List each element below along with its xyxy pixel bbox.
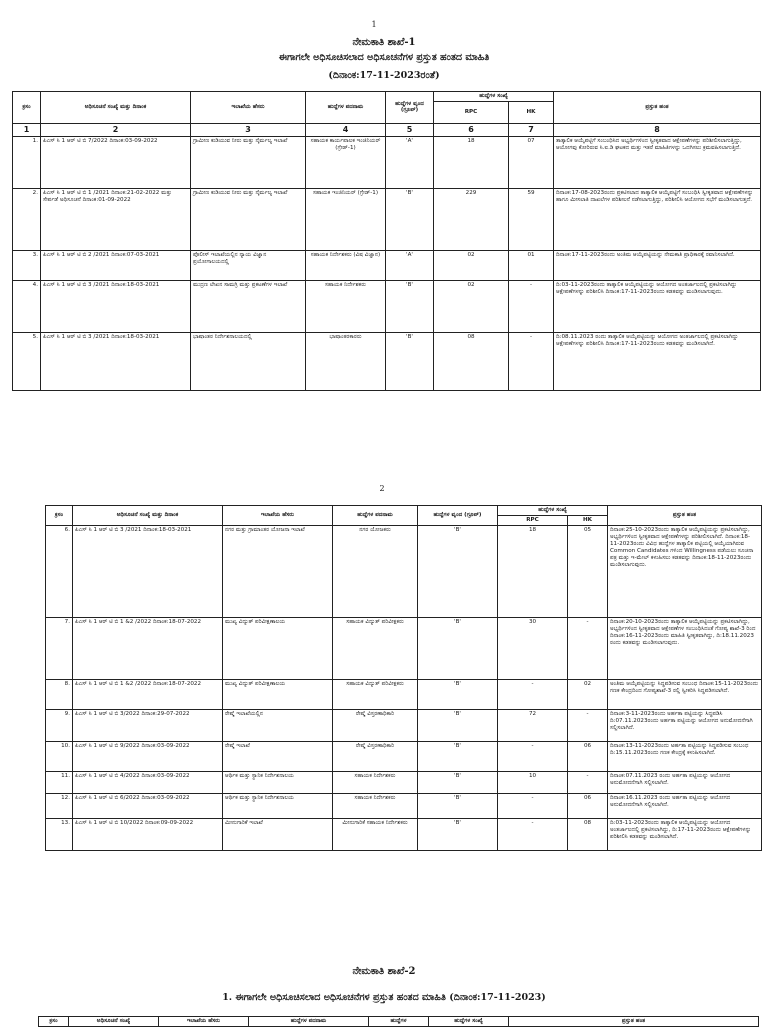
header-post: ಹುದ್ದೆಗಳ ಪದನಾಮ xyxy=(249,1017,369,1027)
status-table-2 xyxy=(45,505,762,851)
row-post: ಸಹಾಯಕ ನಿರ್ದೇಶಕರು xyxy=(333,793,418,818)
row-group: 'B' xyxy=(418,525,498,617)
section-title-2: ನೇಮಕಾತಿ ಶಾಖೆ-2 xyxy=(352,966,416,977)
row-notification: ಪಿಎಸ್ ಸಿ 1 ಆರ್ ಟಿ ಬಿ 3 /2021 ದಿನಾಂಕ:18-03-2021 xyxy=(41,332,191,390)
row-sl: 4. xyxy=(13,280,41,332)
header-notification: ಅಧಿಸೂಚನೆ ಸಂಖ್ಯೆ ಮತ್ತು ದಿನಾಂಕ xyxy=(73,506,223,526)
header-rpc: RPC xyxy=(498,515,568,525)
col-number: 4 xyxy=(306,123,386,136)
row-dept: ನಗರ ಮತ್ತು ಗ್ರಾಮಾಂತರ ಯೋಜನಾ ಇಲಾಖೆ xyxy=(223,525,333,617)
header-count: ಹುದ್ದೆಗಳ ಸಂಖ್ಯೆ xyxy=(434,92,554,102)
table-row xyxy=(13,136,761,188)
table-row xyxy=(46,771,762,793)
table-row xyxy=(46,679,762,709)
row-group: 'B' xyxy=(418,818,498,850)
row-rpc: - xyxy=(498,679,568,709)
row-hk: - xyxy=(568,617,608,679)
row-hk: 02 xyxy=(568,679,608,709)
row-group: 'B' xyxy=(386,332,434,390)
col-number: 7 xyxy=(509,123,554,136)
section-subtitle-2: 1. ಈಗಾಗಲೇ ಅಧಿಸೂಚಿಸಲಾದ ಅಧಿಸೂಚನೆಗಳ ಪ್ರಸ್ತುತ ಹಂತದ ಮಾಹಿತಿ (ದಿನಾಂಕ:17-11-2023) xyxy=(222,992,546,1003)
row-group: 'B' xyxy=(418,617,498,679)
row-rpc: 72 xyxy=(498,709,568,741)
row-group: 'B' xyxy=(418,771,498,793)
page-number: 2 xyxy=(379,484,385,493)
row-sl: 11. xyxy=(46,771,73,793)
row-notification: ಪಿಎಸ್ ಸಿ 1 ಆರ್ ಟಿ ಬಿ 3/2022 ದಿನಾಂಕ:29-07-2022 xyxy=(73,709,223,741)
header-count: ಹುದ್ದೆಗಳ ಸಂಖ್ಯೆ xyxy=(498,506,608,516)
col-number: 1 xyxy=(13,123,41,136)
header-group: ಹುದ್ದೆಗಳ xyxy=(369,1017,429,1027)
row-dept: ರೇಷ್ಮೆ ಇಲಾಖೆಯಲ್ಲಿನ xyxy=(223,709,333,741)
row-rpc: 10 xyxy=(498,771,568,793)
row-sl: 2. xyxy=(13,188,41,250)
row-group: 'B' xyxy=(418,709,498,741)
row-notification: ಪಿಎಸ್ ಸಿ 1 ಆರ್ ಟಿ ಬಿ 4/2022 ದಿನಾಂಕ:03-09-2022 xyxy=(73,771,223,793)
row-notification: ಪಿಎಸ್ ಸಿ 1 ಆರ್ ಟಿ ಬಿ 10/2022 ದಿನಾಂಕ:09-09-2022 xyxy=(73,818,223,850)
row-post: ಸಹಾಯಕ ಇಂಜಿನಿಯರ್ (ಗ್ರೇಡ್-1) xyxy=(306,188,386,250)
row-status: ದಿ:03-11-2023ರಂದು ತಾತ್ಕಾಲಿಕ ಆಯ್ಕೆಪಟ್ಟಿಯನ್ನು ಆಯೋಗದ ಅಂತರ್ಜಾಲದಲ್ಲಿ ಪ್ರಕಟಿಸಲಾಗಿದ್ದು, ದಿ:17-11-2023ರಂದು ಆಕ್ಷೇಪಣೆಗಳನ್ನು ಪರಿಶೀಲಿಸಿ ಕಡತವನ್ನು ಮಂಡಿಸಲಾಗಿದೆ. xyxy=(608,818,762,850)
status-table-1 xyxy=(12,91,761,391)
row-hk: 05 xyxy=(568,525,608,617)
row-post: ಮೀನುಗಾರಿಕೆ ಸಹಾಯಕ ನಿರ್ದೇಶಕರು xyxy=(333,818,418,850)
header-sl: ಕ್ರಸಂ xyxy=(39,1017,69,1027)
row-rpc: 02 xyxy=(434,250,509,280)
header-hk: HK xyxy=(568,515,608,525)
row-hk: - xyxy=(568,771,608,793)
row-hk: 06 xyxy=(568,793,608,818)
row-status: ದಿನಾಂಕ:17-08-2023ರಂದು ಪ್ರಕಟಿಸಲಾದ ತಾತ್ಕಾಲಿಕ ಆಯ್ಕೆಪಟ್ಟಿಗೆ ಸಂಬಂಧಿಸಿ ಸ್ವೀಕೃತವಾದ ಆಕ್ಷೇಪಣೆಗಳನ್ನು ಹಾಗೂ ಮೀಸಲಾತಿ ದಾಖಲೆಗಳ ಪರಿಶೀಲನೆ ನಡೆಸಲಾಗುತ್ತಿದ್ದು, ಪರಿಶೀಲಿಸಿ ಆಯೋಗದ ಸಭೆಗೆ ಮಂಡಿಸಲಾಗುತ್ತದೆ. xyxy=(554,188,761,250)
row-sl: 8. xyxy=(46,679,73,709)
row-notification: ಪಿಎಸ್ ಸಿ 1 ಆರ್ ಟಿ ಬಿ 3 /2021 ದಿನಾಂಕ:18-03-2021 xyxy=(41,280,191,332)
row-notification: ಪಿಎಸ್ ಸಿ 1 ಆರ್ ಟಿ ಬಿ 3 /2021 ದಿನಾಂಕ:18-03-2021 xyxy=(73,525,223,617)
row-status: ದಿನಾಂಕ:25-10-2023ರಂದು ತಾತ್ಕಾಲಿಕ ಆಯ್ಕೆಪಟ್ಟಿಯನ್ನು ಪ್ರಕಟಿಸಲಾಗಿದ್ದು, ಅಭ್ಯರ್ಥಿಗಳಿಂದ ಸ್ವೀಕೃತವಾದ ಆಕ್ಷೇಪಣೆಗಳನ್ನು ಪರಿಶೀಲಿಸಲಾಗಿದೆ. ದಿನಾಂಕ:18-11-2023ರಂದು ವಿವಿಧ ಹುದ್ದೆಗಳ ತಾತ್ಕಾಲಿಕ ಪಟ್ಟಿಯಲ್ಲಿ ಆಯ್ಕೆಯಾಗಿರುವ Common Candidates ಗಳಿಂದ Willingness ಪಡೆಯಲು ಸೂಚನಾ ಪತ್ರ ಮತ್ತು ಇ-ಮೇಲ್ ಕಳುಹಿಸಲು ಕಡತವನ್ನು ದಿನಾಂಕ:18-11-2023ರಂದು ಮಂಡಿಸಲಾಗುವುದು. xyxy=(608,525,762,617)
row-post: ಭಾಷಾಂತರಕಾರರು xyxy=(306,332,386,390)
row-rpc: 30 xyxy=(498,617,568,679)
table-row xyxy=(13,280,761,332)
table-row xyxy=(46,709,762,741)
row-group: 'B' xyxy=(418,679,498,709)
date-line: (ದಿನಾಂಕ:17-11-2023ರಂತೆ) xyxy=(328,70,440,81)
row-dept: ಮುಖ್ಯ ವಿದ್ಯುತ್ ಪರಿವೀಕ್ಷಣಾಲಯ xyxy=(223,679,333,709)
row-post: ಸಹಾಯಕ ಕಾರ್ಯಪಾಲಕ ಇಂಜಿನಿಯರ್ (ಗ್ರೇಡ್-1) xyxy=(306,136,386,188)
row-rpc: - xyxy=(498,793,568,818)
row-rpc: 229 xyxy=(434,188,509,250)
row-group: 'B' xyxy=(386,280,434,332)
row-rpc: 02 xyxy=(434,280,509,332)
section-subtitle: ಈಗಾಗಲೇ ಅಧಿಸೂಚಿಸಲಾದ ಅಧಿಸೂಚನೆಗಳ ಪ್ರಸ್ತುತ ಹಂತದ ಮಾಹಿತಿ xyxy=(278,52,490,63)
row-sl: 9. xyxy=(46,709,73,741)
header-dept: ಇಲಾಖೆಯ ಹೆಸರು xyxy=(223,506,333,526)
row-sl: 7. xyxy=(46,617,73,679)
row-post: ನಗರ ಯೋಜಕರು xyxy=(333,525,418,617)
header-hk: HK xyxy=(509,101,554,123)
row-notification: ಪಿಎಸ್ ಸಿ 1 ಆರ್ ಟಿ ಬಿ 6/2022 ದಿನಾಂಕ:03-09-2022 xyxy=(73,793,223,818)
section-title: ನೇಮಕಾತಿ ಶಾಖೆ-1 xyxy=(352,37,416,48)
table-row xyxy=(13,250,761,280)
row-dept: ಆರ್ಥಿಕ ಮತ್ತು ಸ್ಥಾನಿಕ ನಿರ್ದೇಶನಾಲಯ xyxy=(223,771,333,793)
row-sl: 10. xyxy=(46,741,73,771)
header-sl: ಕ್ರಸಂ xyxy=(13,92,41,124)
row-notification: ಪಿಎಸ್ ಸಿ 1 ಆರ್ ಟಿ ಬಿ 2 /2021 ದಿನಾಂಕ:07-03-2021 xyxy=(41,250,191,280)
row-dept: ಆರ್ಥಿಕ ಮತ್ತು ಸ್ಥಾನಿಕ ನಿರ್ದೇಶನಾಲಯ xyxy=(223,793,333,818)
row-status: ದಿನಾಂಕ:17-11-2023ರಂದು ಅಂತಿಮ ಆಯ್ಕೆಪಟ್ಟಿಯನ್ನು ನೇಮಕಾತಿ ಪ್ರಾಧಿಕಾರಕ್ಕೆ ರವಾನಿಸಲಾಗಿದೆ. xyxy=(554,250,761,280)
row-status: ದಿ:03-11-2023ರಂದು ತಾತ್ಕಾಲಿಕ ಆಯ್ಕೆಪಟ್ಟಿಯನ್ನು ಆಯೋಗದ ಅಂತರ್ಜಾಲದಲ್ಲಿ ಪ್ರಕಟಿಸಲಾಗಿದ್ದು ಆಕ್ಷೇಪಣೆಗಳನ್ನು ಪರಿಶೀಲಿಸಿ ದಿನಾಂಕ:17-11-2023ರಂದು ಕಡತವನ್ನು ಮಂಡಿಸಲಾಗುವುದು. xyxy=(554,280,761,332)
status-table-3 xyxy=(38,1016,759,1027)
row-sl: 6. xyxy=(46,525,73,617)
row-sl: 12. xyxy=(46,793,73,818)
row-dept: ಮುಖ್ಯ ವಿದ್ಯುತ್ ಪರಿವೀಕ್ಷಣಾಲಯ xyxy=(223,617,333,679)
row-hk: 08 xyxy=(568,818,608,850)
header-status: ಪ್ರಸ್ತುತ ಹಂತ xyxy=(608,506,762,526)
header-dept: ಇಲಾಖೆಯ ಹೆಸರು xyxy=(159,1017,249,1027)
row-dept: ಮೀನುಗಾರಿಕೆ ಇಲಾಖೆ xyxy=(223,818,333,850)
row-group: 'B' xyxy=(418,793,498,818)
row-group: 'A' xyxy=(386,250,434,280)
header-sl: ಕ್ರಸಂ xyxy=(46,506,73,526)
header-post: ಹುದ್ದೆಗಳ ಪದನಾಮ xyxy=(306,92,386,124)
col-number: 5 xyxy=(386,123,434,136)
row-notification: ಪಿಎಸ್ ಸಿ 1 ಆರ್ ಟಿ ಬಿ 9/2022 ದಿನಾಂಕ:03-09-2022 xyxy=(73,741,223,771)
row-status: ದಿನಾಂಕ:20-10-2023ರಂದು ತಾತ್ಕಾಲಿಕ ಆಯ್ಕೆಪಟ್ಟಿಯನ್ನು ಪ್ರಕಟಿಸಲಾಗಿದ್ದು, ಅಭ್ಯರ್ಥಿಗಳಿಂದ ಸ್ವೀಕೃತವಾದ ಆಕ್ಷೇಪಣೆಗಳ ಸಂಬಂಧಿಸಿದಂತೆ ಗೋಪ್ಯ ಶಾಖೆ-3 ರಿಂದ ದಿನಾಂಕ:16-11-2023ರಂದು ಮಾಹಿತಿ ಸ್ವೀಕೃತವಾಗಿದ್ದು, ದಿ:18.11.2023 ರಂದು ಕಡತವನ್ನು ಮಂಡಿಸಲಾಗುವುದು. xyxy=(608,617,762,679)
row-post: ಸಹಾಯಕ ನಿರ್ದೇಶಕರು xyxy=(306,280,386,332)
table-row xyxy=(46,818,762,850)
row-hk: - xyxy=(509,332,554,390)
row-post: ಸಹಾಯಕ ವಿದ್ಯುತ್ ಪರಿವೀಕ್ಷಕರು xyxy=(333,617,418,679)
page-number: 1 xyxy=(371,20,377,29)
row-sl: 13. xyxy=(46,818,73,850)
col-number: 2 xyxy=(41,123,191,136)
row-group: 'B' xyxy=(386,188,434,250)
row-hk: 01 xyxy=(509,250,554,280)
header-status: ಪ್ರಸ್ತುತ ಹಂತ xyxy=(554,92,761,124)
header-notification: ಅಧಿಸೂಚನೆ ಸಂಖ್ಯೆ xyxy=(69,1017,159,1027)
row-rpc: 18 xyxy=(434,136,509,188)
header-notification: ಅಧಿಸೂಚನೆ ಸಂಖ್ಯೆ ಮತ್ತು ದಿನಾಂಕ xyxy=(41,92,191,124)
header-group: ಹುದ್ದೆಗಳ ವೃಂದ (ಗ್ರೂಪ್) xyxy=(386,92,434,124)
row-rpc: 18 xyxy=(498,525,568,617)
row-dept: ಪೊಲೀಸ್ ಇಲಾಖೆಯಲ್ಲಿನ ನ್ಯಾಯ ವಿಜ್ಞಾನ ಪ್ರಯೋಗಾಲಯದಲ್ಲಿ xyxy=(191,250,306,280)
row-sl: 1. xyxy=(13,136,41,188)
table-row xyxy=(46,793,762,818)
row-hk: - xyxy=(509,280,554,332)
col-number: 3 xyxy=(191,123,306,136)
row-notification: ಪಿಎಸ್ ಸಿ 1 ಆರ್ ಟಿ ಬಿ 1 /2021 ದಿನಾಂಕ:21-02-2022 ಮತ್ತು ಸೇರ್ಪಡೆ ಅಧಿಸೂಚನೆ ದಿನಾಂಕ:01-09-2022 xyxy=(41,188,191,250)
table-row xyxy=(13,332,761,390)
table-row xyxy=(46,617,762,679)
row-group: 'A' xyxy=(386,136,434,188)
row-hk: - xyxy=(568,709,608,741)
row-sl: 3. xyxy=(13,250,41,280)
table-row xyxy=(46,741,762,771)
header-group: ಹುದ್ದೆಗಳ ವೃಂದ (ಗ್ರೂಪ್) xyxy=(418,506,498,526)
row-post: ರೇಷ್ಮೆ ವಿಸ್ತರಣಾಧಿಕಾರಿ xyxy=(333,741,418,771)
row-dept: ಮುದ್ರಣ ಲೇಖನ ಸಾಮಗ್ರಿ ಮತ್ತು ಪ್ರಕಟಣೆಗಳ ಇಲಾಖೆ xyxy=(191,280,306,332)
row-dept: ಭಾಷಾಂತರ ನಿರ್ದೇಶನಾಲಯದಲ್ಲಿ xyxy=(191,332,306,390)
row-dept: ಗ್ರಾಮೀಣ ಕುಡಿಯುವ ನೀರು ಮತ್ತು ನೈರ್ಮಲ್ಯ ಇಲಾಖೆ xyxy=(191,188,306,250)
row-sl: 5. xyxy=(13,332,41,390)
row-hk: 59 xyxy=(509,188,554,250)
row-status: ಅಂತಿಮ ಆಯ್ಕೆಪಟ್ಟಿಯನ್ನು ಸಿದ್ಧಪಡಿಸುವ ಸಂಬಂಧ ದಿನಾಂಕ:15-11-2023ರಂದು ಗಣಕ ಕೇಂದ್ರದಿಂದ ಗೋಪ್ಯಶಾಖೆ-3 ರಲ್ಲಿ ಸ್ವೀಕರಿಸಿ ಸಿದ್ಧಪಡಿಸಲಾಗಿದೆ. xyxy=(608,679,762,709)
row-rpc: - xyxy=(498,741,568,771)
header-count: ಹುದ್ದೆಗಳ ಸಂಖ್ಯೆ xyxy=(429,1017,509,1027)
row-group: 'B' xyxy=(418,741,498,771)
row-status: ದಿನಾಂಕ:13-11-2023ರಂದು ಅರ್ಹತಾ ಪಟ್ಟಿಯನ್ನು ಸಿದ್ಧಪಡಿಸುವ ಸಂಬಂಧ ದಿ:15.11.2023ರಂದು ಗಣಕ ಕೇಂದ್ರಕ್ಕೆ ಕಳುಹಿಸಲಾಗಿದೆ. xyxy=(608,741,762,771)
col-number: 8 xyxy=(554,123,761,136)
row-hk: 07 xyxy=(509,136,554,188)
row-notification: ಪಿಎಸ್ ಸಿ 1 ಆರ್ ಟಿ ಬಿ 1 &2 /2022 ದಿನಾಂಕ:18-07-2022 xyxy=(73,617,223,679)
row-post: ಸಹಾಯಕ ನಿರ್ದೇಶಕರು xyxy=(333,771,418,793)
header-rpc: RPC xyxy=(434,101,509,123)
row-post: ರೇಷ್ಮೆ ವಿಸ್ತರಣಾಧಿಕಾರಿ xyxy=(333,709,418,741)
header-post: ಹುದ್ದೆಗಳ ಪದನಾಮ xyxy=(333,506,418,526)
row-status: ದಿನಾಂಕ:3-11-2023ರಂದು ಅರ್ಹತಾ ಪಟ್ಟಿಯನ್ನು ಸಿದ್ಧಪಡಿಸಿ ದಿ:07.11.2023ರಂದು ಅರ್ಹತಾ ಪಟ್ಟಿಯನ್ನು ಆಯೋಗದ ಅನುಮೋದನೆಗಾಗಿ ಸಲ್ಲಿಸಲಾಗಿದೆ. xyxy=(608,709,762,741)
header-status: ಪ್ರಸ್ತುತ ಹಂತ xyxy=(509,1017,759,1027)
row-status: ದಿನಾಂಕ:07.11.2023 ರಂದು ಅರ್ಹತಾ ಪಟ್ಟಿಯನ್ನು ಆಯೋಗದ ಅನುಮೋದನೆಗಾಗಿ ಸಲ್ಲಿಸಲಾಗಿದೆ. xyxy=(608,771,762,793)
table-row xyxy=(13,188,761,250)
row-rpc: 08 xyxy=(434,332,509,390)
col-number: 6 xyxy=(434,123,509,136)
row-rpc: - xyxy=(498,818,568,850)
row-hk: 06 xyxy=(568,741,608,771)
row-dept: ಗ್ರಾಮೀಣ ಕುಡಿಯುವ ನೀರು ಮತ್ತು ನೈರ್ಮಲ್ಯ ಇಲಾಖೆ xyxy=(191,136,306,188)
row-notification: ಪಿಎಸ್ ಸಿ 1 ಆರ್ ಟಿ ಬಿ 1 &2 /2022 ದಿನಾಂಕ:18-07-2022 xyxy=(73,679,223,709)
row-post: ಸಹಾಯಕ ವಿದ್ಯುತ್ ಪರಿವೀಕ್ಷಕರು xyxy=(333,679,418,709)
table-row xyxy=(46,525,762,617)
row-notification: ಪಿಎಸ್ ಸಿ 1 ಆರ್ ಟಿ ಬಿ 7/2022 ದಿನಾಂಕ:03-09-2022 xyxy=(41,136,191,188)
row-dept: ರೇಷ್ಮೆ ಇಲಾಖೆ xyxy=(223,741,333,771)
header-dept: ಇಲಾಖೆಯ ಹೆಸರು xyxy=(191,92,306,124)
row-status: ತಾತ್ಕಾಲಿಕ ಆಯ್ಕೆಪಟ್ಟಿಗೆ ಸಂಬಂಧಿಸಿದ ಅಭ್ಯರ್ಥಿಗಳಿಂದ ಸ್ವೀಕೃತವಾದ ಆಕ್ಷೇಪಣೆಗಳನ್ನು ಪರಿಶೀಲಿಸಲಾಗುತ್ತಿದ್ದು, ಆಯೋಗವು ಕೋರಿರುವ ಸಿ.ಐ.ಡಿ ಘಟಕದ ಮತ್ತು ಇತರೆ ಮಾಹಿತಿಗಳನ್ನು ಒದಗಿಸಲು ಕ್ರಮವಹಿಸಲಾಗುತ್ತಿದೆ. xyxy=(554,136,761,188)
row-post: ಸಹಾಯಕ ನಿರ್ದೇಶಕರು (ವಿಷ ವಿಜ್ಞಾನ) xyxy=(306,250,386,280)
row-status: ದಿ:08.11.2023 ರಂದು ತಾತ್ಕಾಲಿಕ ಆಯ್ಕೆಪಟ್ಟಿಯನ್ನು ಆಯೋಗದ ಅಂತರ್ಜಾಲದಲ್ಲಿ ಪ್ರಕಟಿಸಲಾಗಿದ್ದು ಆಕ್ಷೇಪಣೆಗಳನ್ನು ಪರಿಶೀಲಿಸಿ ದಿನಾಂಕ:17-11-2023ರಂದು ಕಡತವನ್ನು ಮಂಡಿಸಲಾಗಿದೆ. xyxy=(554,332,761,390)
row-status: ದಿನಾಂಕ:16.11.2023 ರಂದು ಅರ್ಹತಾ ಪಟ್ಟಿಯನ್ನು ಆಯೋಗದ ಅನುಮೋದನೆಗಾಗಿ ಸಲ್ಲಿಸಲಾಗಿದೆ. xyxy=(608,793,762,818)
